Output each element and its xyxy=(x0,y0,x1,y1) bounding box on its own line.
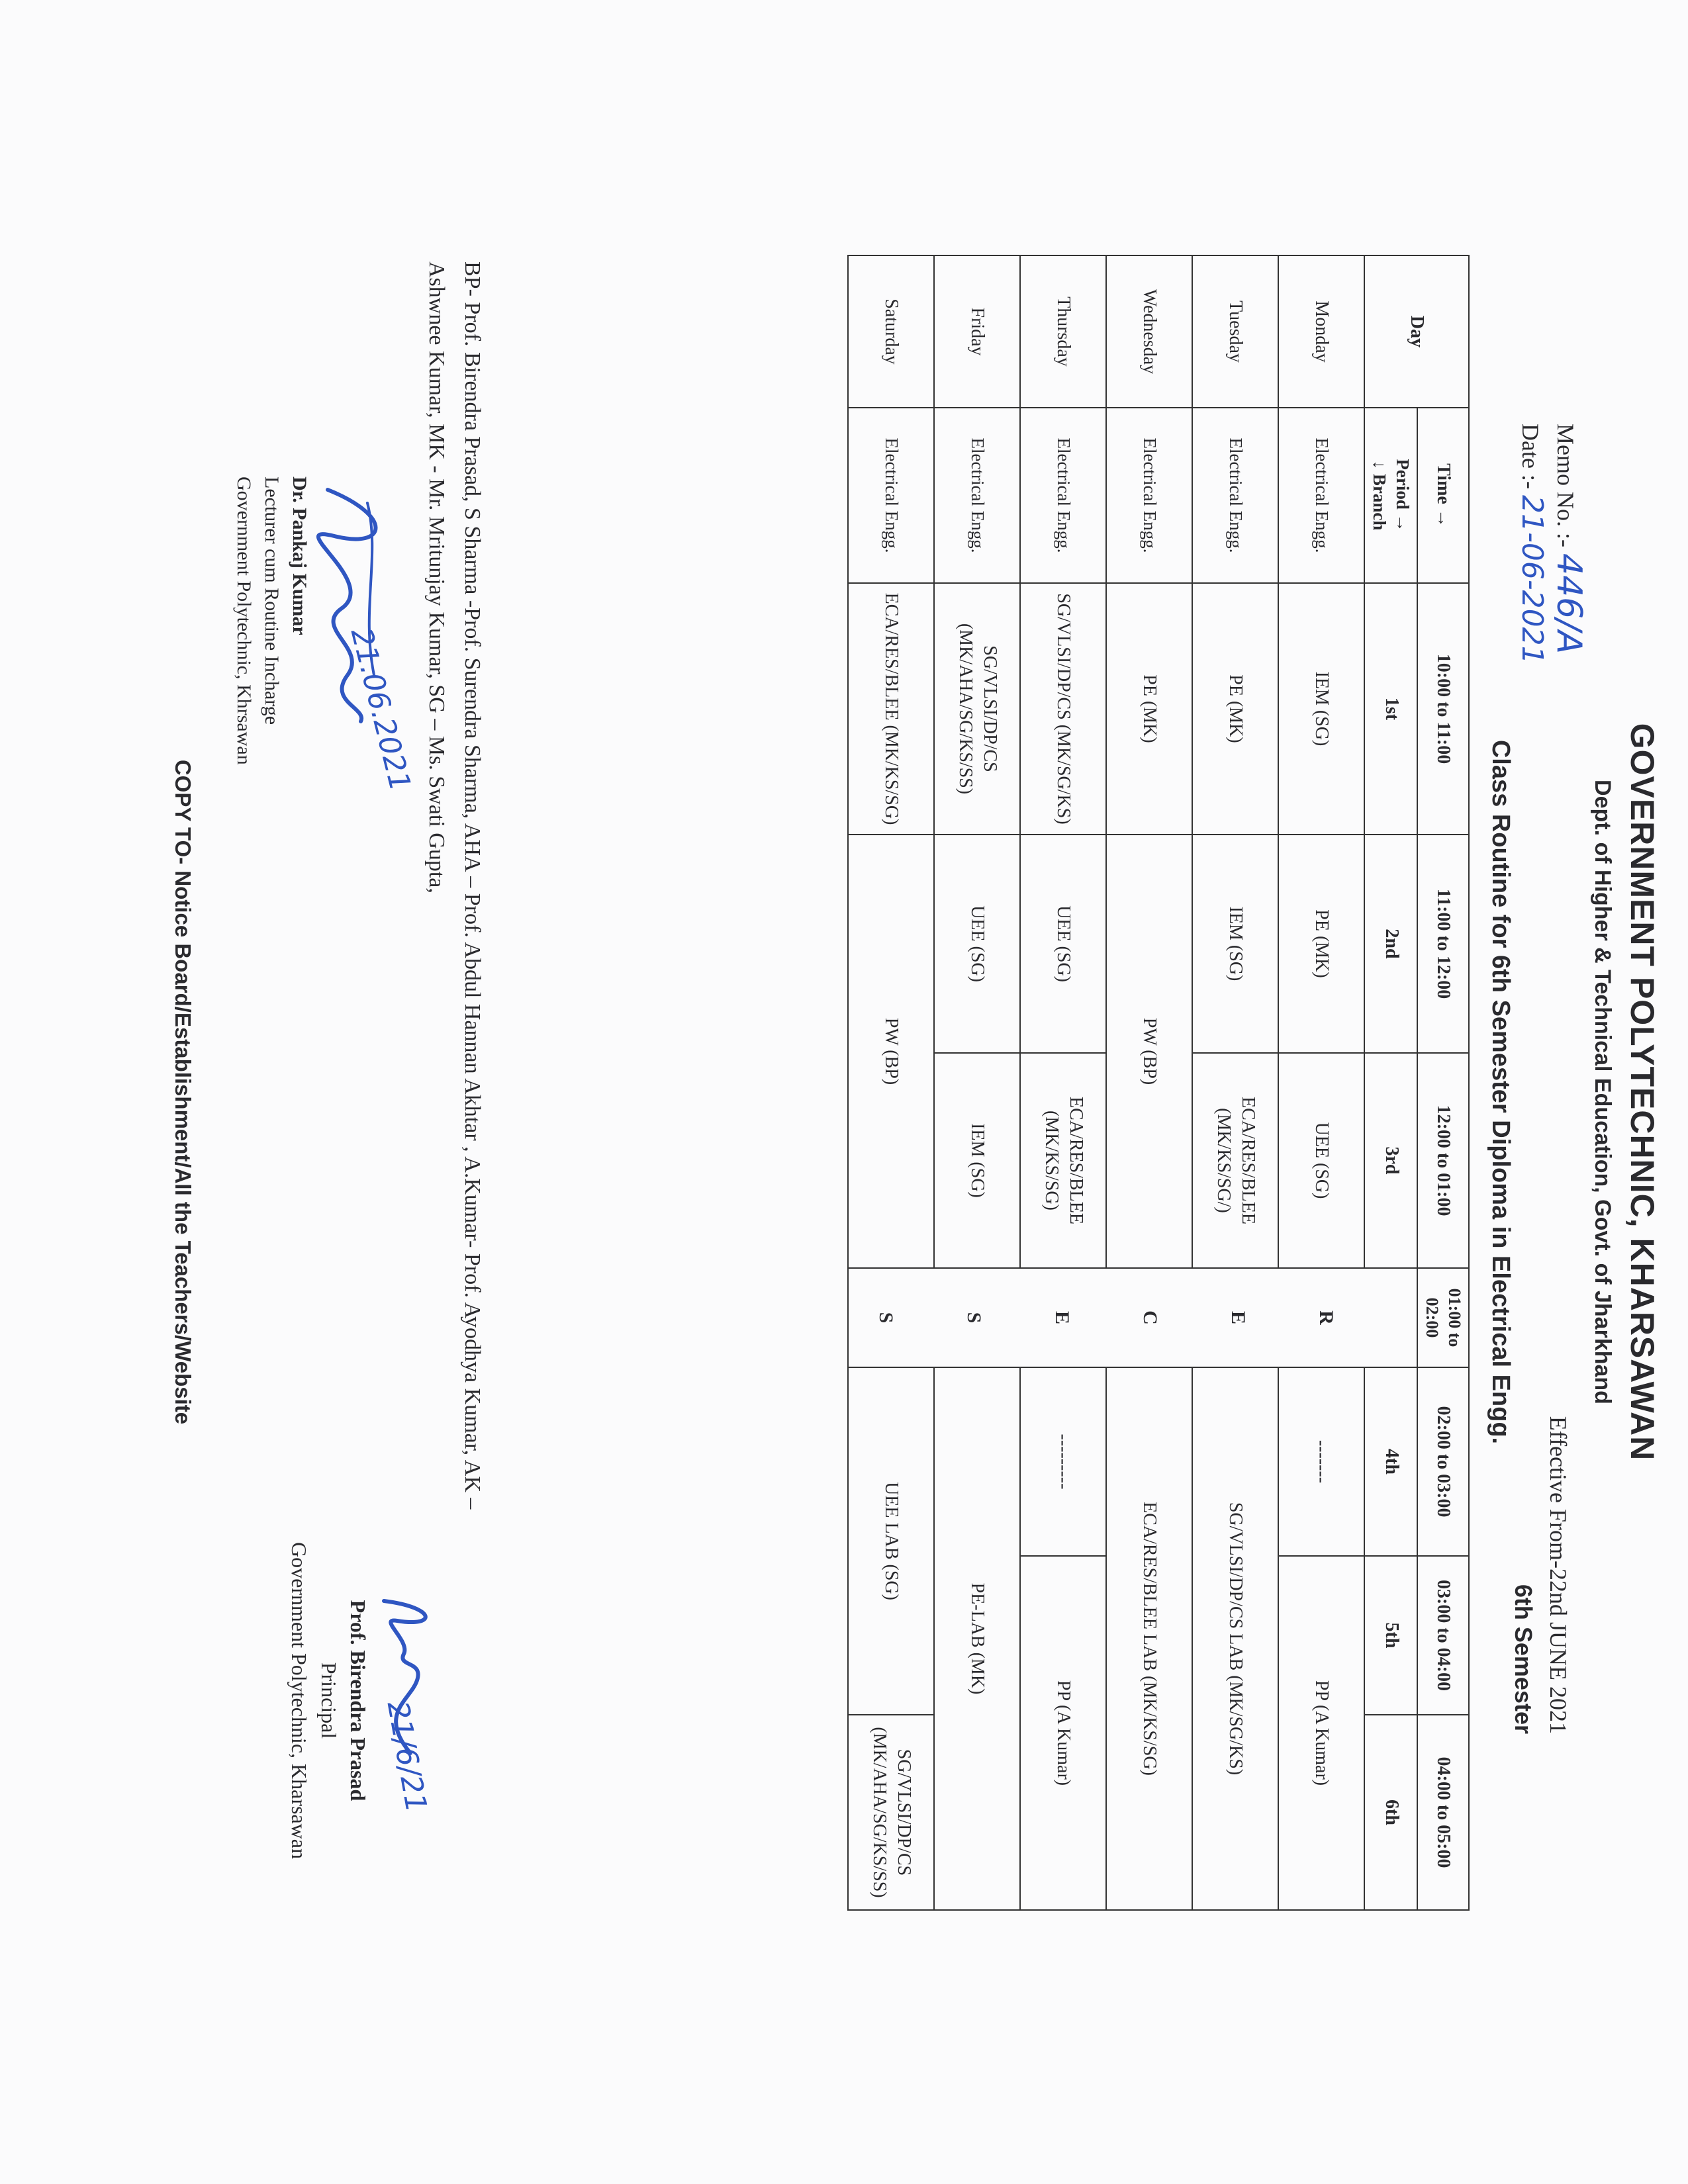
branch-cell: Electrical Engg. xyxy=(1020,408,1106,583)
cell-mon-p4: ------- xyxy=(1278,1367,1364,1556)
cell-mon-p5-6: PP (A Kumar) xyxy=(1278,1556,1364,1910)
memo-label: Memo No. :- xyxy=(1552,424,1579,547)
right-signatory-name: Prof. Birendra Prasad xyxy=(346,1600,371,1801)
recess-column: R E C E S S xyxy=(848,1268,1417,1367)
date-handwritten-value: 21-06-2021 xyxy=(1515,494,1549,664)
semester-label: 6th Semester xyxy=(1510,1584,1537,1734)
class-routine-table xyxy=(847,255,1470,1911)
table-row-tuesday xyxy=(1192,255,1278,1910)
table-row-wednesday xyxy=(1106,255,1192,1910)
day-monday: Monday xyxy=(1278,255,1364,408)
time-slot-1: 10:00 to 11:00 xyxy=(1417,583,1469,835)
right-signature-date: 21/6/21 xyxy=(380,1698,434,1815)
left-signatory-role: Lecturer cum Routine Incharge xyxy=(261,477,283,725)
legend-line-2: Ashwnee Kumar, MK - Mr. Mritunjay Kumar, SG – Ms. Swati Gupta, xyxy=(424,261,449,893)
right-signatory-org: Government Polytechnic, Kharsawan xyxy=(287,1542,311,1859)
cell-wed-p1: PE (MK) xyxy=(1106,583,1192,835)
memo-date xyxy=(1515,424,1549,664)
time-slot-5: 02:00 to 03:00 xyxy=(1417,1367,1469,1556)
cell-wed-p2-3: PW (BP) xyxy=(1106,835,1192,1268)
cell-thu-p5-6: PP (A Kumar) xyxy=(1020,1556,1106,1910)
period-1: 1st xyxy=(1364,583,1417,835)
period-3: 3rd xyxy=(1364,1053,1417,1268)
cell-fri-p4-6: PE-LAB (MK) xyxy=(934,1367,1020,1910)
time-slot-7: 04:00 to 05:00 xyxy=(1417,1715,1469,1910)
legend-line-1: BP- Prof. Birendra Prasad, S Sharma -Prof. Surendra Sharma, AHA – Prof. Abdul Hannan Akhtar , A.Kumar- Prof. Ayodhya Kumar, AK – xyxy=(460,261,485,1510)
memo-number xyxy=(1549,424,1589,654)
left-signature-date: 21.06.2021 xyxy=(344,624,418,795)
period-2: 2nd xyxy=(1364,835,1417,1053)
cell-sat-p6: SG/VLSI/DP/CS (MK/AHA/SG/KS/SS) xyxy=(848,1715,934,1910)
period-5: 5th xyxy=(1364,1556,1417,1715)
time-slot-6: 03:00 to 04:00 xyxy=(1417,1556,1469,1715)
time-row xyxy=(1417,255,1469,1910)
branch-cell: Electrical Engg. xyxy=(1192,408,1278,583)
cell-thu-p4: --------- xyxy=(1020,1367,1106,1556)
memo-handwritten-value: 446/A xyxy=(1549,553,1589,655)
cell-sat-p4-5: UEE LAB (SG) xyxy=(848,1367,934,1715)
branch-cell: Electrical Engg. xyxy=(848,408,934,583)
period-4: 4th xyxy=(1364,1367,1417,1556)
routine-title: Class Routine for 6th Semester Diploma in Electrical Engg. xyxy=(1487,739,1515,1445)
time-slot-3: 12:00 to 01:00 xyxy=(1417,1053,1469,1268)
cell-thu-p1: SG/VLSI/DP/CS (MK/SG/KS) xyxy=(1020,583,1106,835)
time-header: Time → xyxy=(1417,408,1469,583)
cell-thu-p3: ECA/RES/BLEE (MK/KS/SG) xyxy=(1020,1053,1106,1268)
branch-cell: Electrical Engg. xyxy=(1106,408,1192,583)
table-row-saturday xyxy=(848,255,934,1910)
branch-cell: Electrical Engg. xyxy=(1278,408,1364,583)
table-row-monday xyxy=(1278,255,1364,1910)
day-header: Day xyxy=(1364,255,1469,408)
cell-fri-p3: IEM (SG) xyxy=(934,1053,1020,1268)
department-line: Dept. of Higher & Technical Education, Govt. of Jharkhand xyxy=(1590,780,1615,1404)
left-signatory-name: Dr. Pankaj Kumar xyxy=(289,477,311,635)
day-friday: Friday xyxy=(934,255,1020,408)
period-6: 6th xyxy=(1364,1715,1417,1910)
cell-tue-p3: ECA/RES/BLEE (MK/KS/SG/) xyxy=(1192,1053,1278,1268)
cell-fri-p2: UEE (SG) xyxy=(934,835,1020,1053)
routine-incharge-signature-block xyxy=(230,477,418,796)
effective-date: Effective From-22nd JUNE 2021 xyxy=(1545,1416,1571,1734)
cell-thu-p2: UEE (SG) xyxy=(1020,835,1106,1053)
table-row-friday xyxy=(934,255,1020,1910)
principal-signature-block xyxy=(284,1542,450,1859)
day-wednesday: Wednesday xyxy=(1106,255,1192,408)
period-row xyxy=(1364,255,1417,1910)
time-slot-4: 01:00 to 02:00 xyxy=(1417,1268,1469,1367)
cell-mon-p3: UEE (SG) xyxy=(1278,1053,1364,1268)
branch-cell: Electrical Engg. xyxy=(934,408,1020,583)
date-label: Date :- xyxy=(1517,424,1544,489)
cell-mon-p1: IEM (SG) xyxy=(1278,583,1364,835)
day-saturday: Saturday xyxy=(848,255,934,408)
cell-tue-p2: IEM (SG) xyxy=(1192,835,1278,1053)
day-thursday: Thursday xyxy=(1020,255,1106,408)
cell-sat-p2-3: PW (BP) xyxy=(848,835,934,1268)
cell-tue-p1: PE (MK) xyxy=(1192,583,1278,835)
cell-mon-p2: PE (MK) xyxy=(1278,835,1364,1053)
table-row-thursday xyxy=(1020,255,1106,1910)
cell-fri-p1: SG/VLSI/DP/CS (MK/AHA/SG/KS/SS) xyxy=(934,583,1020,835)
right-signatory-role: Principal xyxy=(316,1662,341,1739)
page-title: GOVERNMENT POLYTECHNIC, KHARSAWAN xyxy=(1624,723,1661,1461)
period-branch-header: Period → ↓ Branch xyxy=(1364,408,1417,583)
cell-wed-p4-6: ECA/RES/BLEE LAB (MK/KS/SG) xyxy=(1106,1367,1192,1910)
day-tuesday: Tuesday xyxy=(1192,255,1278,408)
left-signatory-org: Government Polytechnic, Khrsawan xyxy=(233,477,256,765)
cell-sat-p1: ECA/RES/BLEE (MK/KS/SG) xyxy=(848,583,934,835)
cell-tue-p4-6: SG/VLSI/DP/CS LAB (MK/SG/KS) xyxy=(1192,1367,1278,1910)
copy-to-line: COPY TO- Notice Board/Establishment/All the Teachers/Website xyxy=(171,759,195,1425)
time-slot-2: 11:00 to 12:00 xyxy=(1417,835,1469,1053)
